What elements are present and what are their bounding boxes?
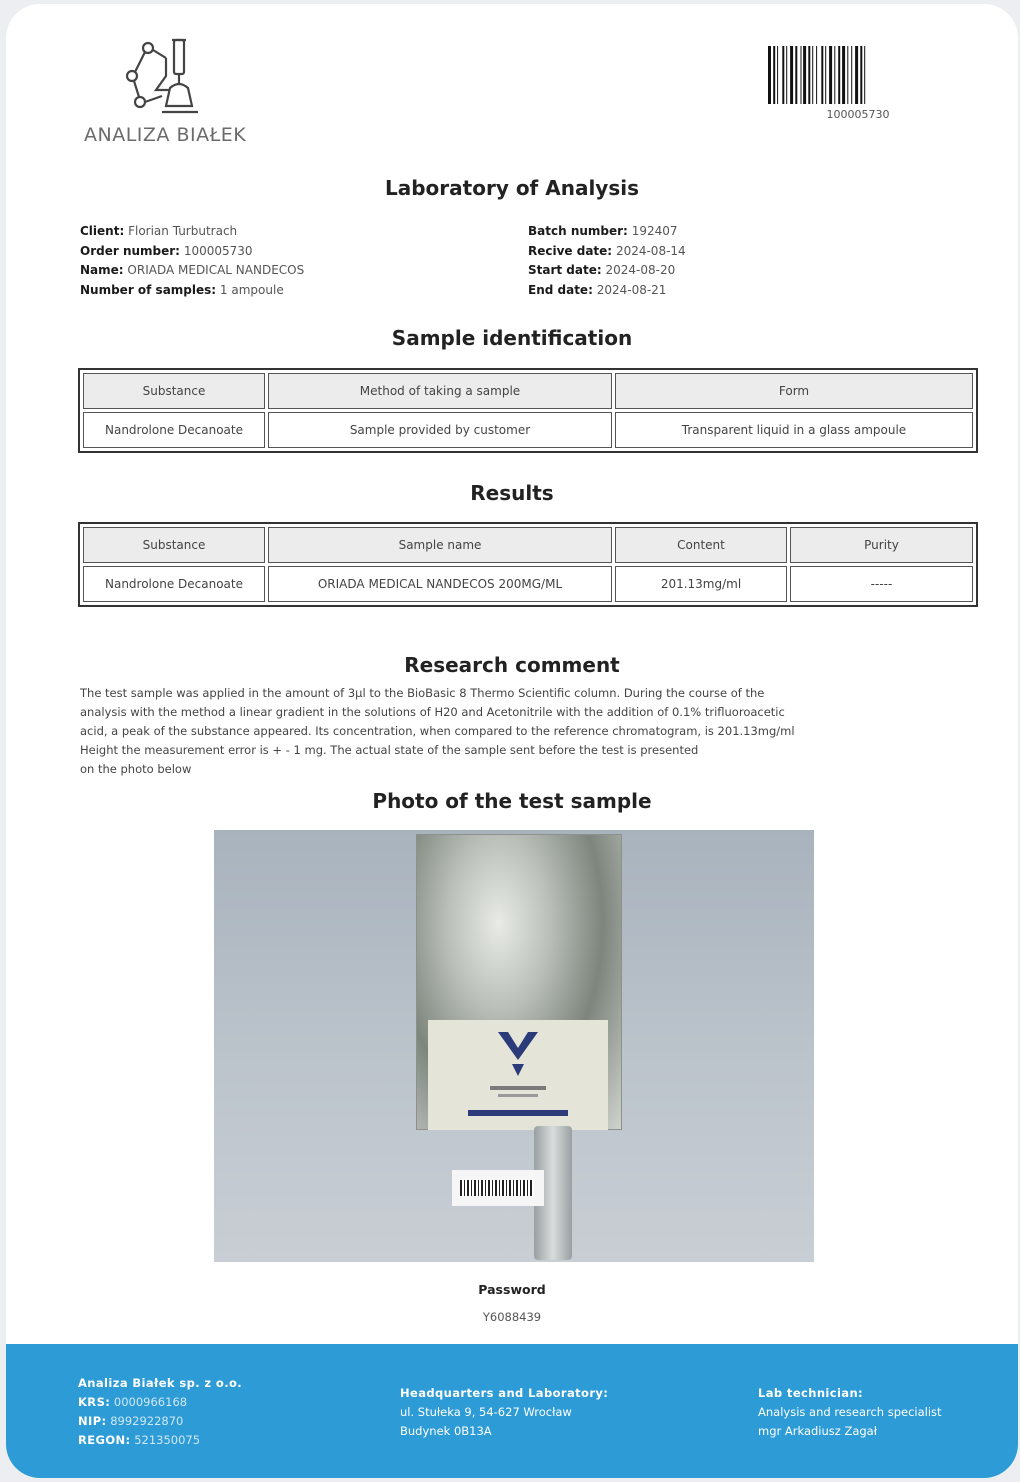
hq-address: ul. Stułeka 9, 54-627 Wrocław bbox=[400, 1405, 572, 1419]
barcode-image bbox=[768, 46, 948, 104]
password-label: Password bbox=[478, 1282, 546, 1297]
report-title: Laboratory of Analysis bbox=[385, 176, 639, 200]
barcode-bar bbox=[816, 46, 817, 104]
test-sample-photo bbox=[214, 830, 814, 1262]
barcode-bar bbox=[777, 46, 778, 104]
info-order-number: Order number: 100005730 bbox=[80, 243, 253, 258]
results-table bbox=[78, 522, 978, 607]
table-header-row bbox=[83, 527, 973, 563]
company-name: Analiza Białek sp. z o.o. bbox=[78, 1376, 243, 1390]
info-end-date: End date: 2024-08-21 bbox=[528, 282, 667, 297]
barcode-bar bbox=[773, 46, 775, 104]
table-cell: 201.13mg/ml bbox=[615, 566, 787, 602]
barcode-bar bbox=[834, 46, 835, 104]
regon-value: 521350075 bbox=[134, 1433, 201, 1447]
table-row bbox=[83, 566, 973, 602]
barcode-bar bbox=[786, 46, 787, 104]
nip-value: 8992922870 bbox=[110, 1414, 184, 1428]
barcode-number: 100005730 bbox=[826, 108, 890, 121]
sample-identification-table bbox=[78, 368, 978, 453]
barcode-bar bbox=[795, 46, 797, 104]
hq-building: Budynek 0B13A bbox=[400, 1424, 492, 1438]
barcode-bar bbox=[842, 46, 845, 104]
table-cell: Transparent liquid in a glass ampoule bbox=[615, 412, 973, 448]
hq-title: Headquarters and Laboratory: bbox=[400, 1386, 609, 1400]
barcode-bar bbox=[860, 46, 862, 104]
barcode-bar bbox=[855, 46, 858, 104]
tech-role: Analysis and research specialist bbox=[758, 1405, 942, 1419]
molecule-flask-icon bbox=[118, 36, 218, 120]
sample-identification-title: Sample identification bbox=[391, 326, 633, 350]
barcode-bar bbox=[847, 46, 848, 104]
table-cell: ORIADA MEDICAL NANDECOS 200MG/ML bbox=[268, 566, 612, 602]
barcode-bar bbox=[821, 46, 823, 104]
comment-line: on the photo below bbox=[80, 762, 192, 776]
table-cell: Nandrolone Decanoate bbox=[83, 566, 265, 602]
logo-text: ANALIZA BIAŁEK bbox=[84, 124, 247, 146]
brand-logo-icon bbox=[428, 1020, 608, 1130]
table-header-cell: Content bbox=[615, 527, 787, 563]
company-logo bbox=[78, 36, 278, 156]
krs-value: 0000966168 bbox=[113, 1395, 188, 1409]
barcode-bar bbox=[825, 46, 826, 104]
footer-headquarters bbox=[400, 1384, 608, 1441]
comment-line: The test sample was applied in the amount of 3µl to the BioBasic 8 Thermo Scientific column. During the course of the bbox=[80, 686, 765, 700]
comment-line: analysis with the method a linear gradient in the solutions of H20 and Acetonitrile with the addition of 0.1% trifluoroacetic bbox=[80, 705, 785, 719]
table-header-cell: Purity bbox=[790, 527, 973, 563]
barcode-bar bbox=[829, 46, 832, 104]
barcode-bar bbox=[864, 46, 865, 104]
table-header-cell: Substance bbox=[83, 527, 265, 563]
table-header-row bbox=[83, 373, 973, 409]
table-header-cell: Form bbox=[615, 373, 973, 409]
barcode-bar bbox=[803, 46, 806, 104]
comment-line: Height the measurement error is + - 1 mg. The actual state of the sample sent before the test is presented bbox=[80, 743, 699, 757]
comment-line: acid, a peak of the substance appeared. Its concentration, when compared to the reference chromatogram, is 201.13mg/ml bbox=[80, 724, 795, 738]
research-comment-text bbox=[80, 684, 1000, 779]
barcode-bar bbox=[808, 46, 810, 104]
barcode-bar bbox=[790, 46, 793, 104]
table-cell: Nandrolone Decanoate bbox=[83, 412, 265, 448]
info-client: Client: Florian Turbutrach bbox=[80, 224, 238, 238]
barcode-bar bbox=[801, 46, 802, 104]
table-header-cell: Sample name bbox=[268, 527, 612, 563]
tech-name: mgr Arkadiusz Zagał bbox=[758, 1424, 877, 1438]
photo-title: Photo of the test sample bbox=[372, 789, 652, 813]
info-name: Name: ORIADA MEDICAL NANDECOS bbox=[80, 263, 305, 277]
info-batch-number: Batch number: 192407 bbox=[528, 224, 678, 238]
password-value: Y6088439 bbox=[482, 1310, 542, 1324]
product-box-label bbox=[428, 1020, 608, 1130]
tech-title: Lab technician: bbox=[758, 1386, 864, 1400]
footer bbox=[6, 1344, 1018, 1478]
report-page bbox=[6, 4, 1018, 1478]
sticker-barcode-icon bbox=[460, 1180, 534, 1196]
table-row bbox=[83, 412, 973, 448]
table-cell: Sample provided by customer bbox=[268, 412, 612, 448]
table-header-cell: Substance bbox=[83, 373, 265, 409]
barcode-bar bbox=[838, 46, 840, 104]
info-recive-date: Recive date: 2024-08-14 bbox=[528, 243, 686, 258]
info-number-of-samples: Number of samples: 1 ampoule bbox=[80, 282, 284, 297]
info-right bbox=[528, 222, 686, 300]
table-cell: ----- bbox=[790, 566, 973, 602]
footer-lab-technician bbox=[758, 1384, 942, 1441]
footer-company: Analiza Białek sp. z o.o. KRS: 0000966168 NIP: 8992922870 REGON: 521350075 bbox=[78, 1376, 243, 1447]
info-left bbox=[80, 222, 304, 300]
barcode-bar bbox=[851, 46, 852, 104]
barcode-bar bbox=[768, 46, 771, 104]
barcode-bar bbox=[782, 46, 784, 104]
research-comment-title: Research comment bbox=[404, 653, 620, 677]
barcode-bar bbox=[812, 46, 813, 104]
results-title: Results bbox=[470, 481, 554, 505]
table-header-cell: Method of taking a sample bbox=[268, 373, 612, 409]
info-start-date: Start date: 2024-08-20 bbox=[528, 263, 676, 277]
